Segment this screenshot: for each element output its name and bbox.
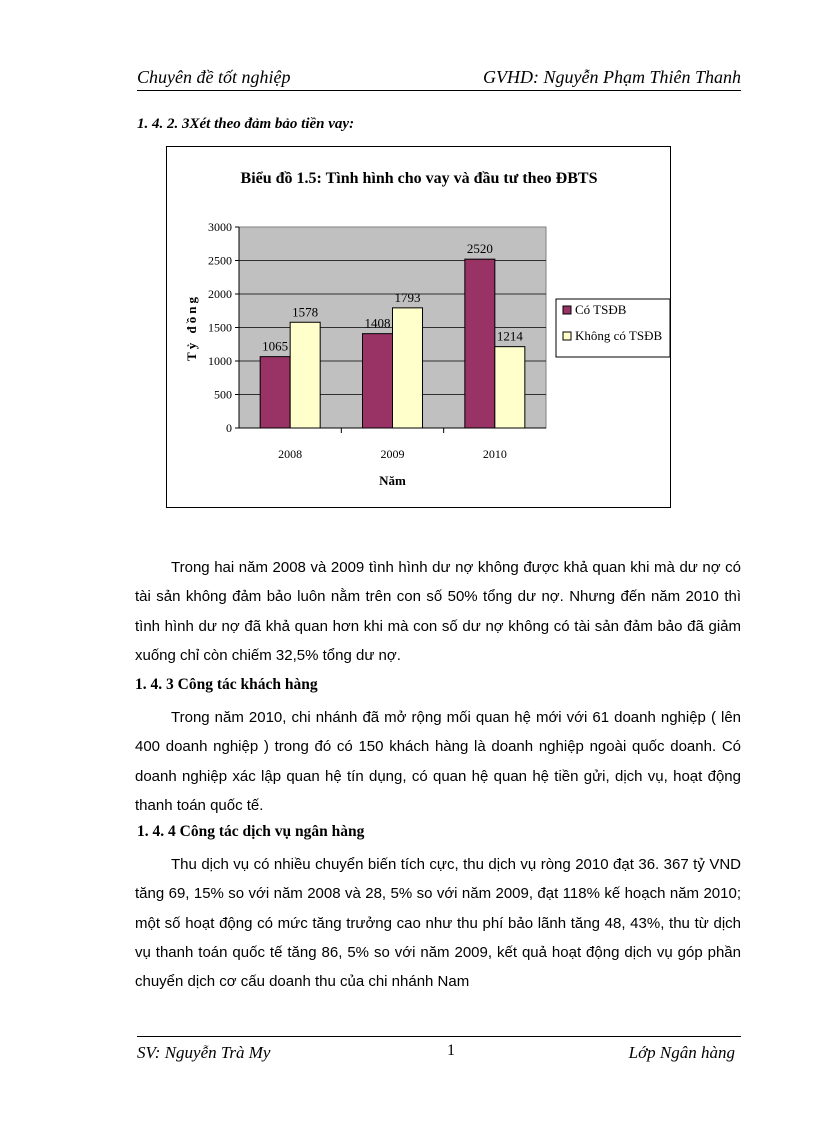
x-tick-label: 2009 (380, 447, 405, 461)
y-tick-label: 500 (214, 387, 232, 402)
footer-class: Lớp Ngân hàng (628, 1043, 735, 1062)
data-label: 1065 (262, 338, 289, 354)
paragraph-text: Trong năm 2010, chi nhánh đã mở rộng mối quan hệ mới với 61 doanh nghiệp ( lên 400 doanh nghiệp ) trong đó có 150 khách hàng là doanh nghiệp ngoài quốc doanh. Có doanh nghiệp xác lập quan hệ tín dụng, có quan hệ quan hệ tiền gửi, dịch vụ, hoạt động thanh toán quốc tế. (135, 709, 741, 814)
bar-co-tsdb (260, 357, 290, 428)
data-label: 1578 (292, 304, 319, 320)
bar-chart (167, 147, 672, 509)
legend-swatch (563, 332, 571, 340)
bar-co-tsdb (363, 334, 393, 428)
page-footer (137, 1036, 741, 1067)
footer-student: SV: Nguyễn Trà My (137, 1043, 271, 1062)
chart-container (166, 146, 671, 508)
header-advisor: GVHD: Nguyễn Phạm Thiên Thanh (483, 67, 741, 87)
heading-customer-work: 1. 4. 3 Công tác khách hàng (135, 676, 318, 693)
bar-khong-co-tsdb (495, 347, 525, 428)
bar-co-tsdb (465, 259, 495, 428)
x-tick-label: 2010 (482, 447, 507, 461)
data-label: 1408 (364, 315, 391, 331)
y-axis-label: Tỷ đồng (184, 294, 199, 361)
data-label: 2520 (466, 241, 493, 257)
y-tick-label: 0 (226, 421, 232, 435)
bar-khong-co-tsdb (290, 322, 320, 428)
legend-label: Có TSĐB (575, 302, 627, 317)
header-document-title: Chuyên đề tốt nghiệp (137, 67, 291, 87)
x-tick-label: 2008 (278, 447, 303, 461)
page-number: 1 (447, 1042, 455, 1059)
section-title: 1. 4. 2. 3Xét theo đảm bảo tiền vay: (137, 116, 355, 132)
paragraph-debt-analysis (135, 553, 741, 670)
paragraph-text: Thu dịch vụ có nhiều chuyển biến tích cực, thu dịch vụ ròng 2010 đạt 36. 367 tỷ VND tăng 69, 15% so với năm 2008 và 28, 5% so với năm 2009, đạt 118% kế hoạch năm 2010; một số hoạt động có mức tăng trưởng cao như thu phí bảo lãnh tăng 48, 43%, thu từ dịch vụ thanh toán quốc tế tăng 86, 5% so với năm 2009, kết quả hoạt động dịch vụ góp phần chuyển dịch cơ cấu doanh thu của chi nhánh Nam (135, 856, 741, 991)
y-tick-label: 2000 (208, 287, 232, 301)
y-tick-label: 2500 (208, 253, 232, 268)
heading-banking-services: 1. 4. 4 Công tác dịch vụ ngân hàng (137, 823, 365, 840)
paragraph-text: Trong hai năm 2008 và 2009 tình hình dư nợ không được khả quan khi mà dư nợ có tài sản không đảm bảo luôn nằm trên con số 50% tổng dư nợ. Nhưng đến năm 2010 thì tình hình dư nợ đã khả quan hơn khi mà con số dư nợ không có tài sản đảm bảo đã giảm xuống chỉ còn chiếm 32,5% tổng dư nợ. (135, 559, 741, 664)
data-label: 1793 (394, 289, 421, 305)
legend-label: Không có TSĐB (575, 328, 663, 343)
data-label: 1214 (496, 328, 523, 344)
y-tick-label: 1000 (208, 354, 232, 368)
legend-swatch (563, 306, 571, 314)
paragraph-banking-services (135, 850, 741, 996)
bar-khong-co-tsdb (393, 308, 423, 428)
page-header (137, 66, 741, 91)
chart-title: Biểu đồ 1.5: Tình hình cho vay và đầu tư theo ĐBTS (240, 170, 598, 187)
y-tick-label: 3000 (208, 220, 232, 234)
paragraph-customer-work (135, 703, 741, 820)
y-tick-label: 1500 (208, 320, 232, 335)
x-axis-label: Năm (379, 473, 406, 488)
